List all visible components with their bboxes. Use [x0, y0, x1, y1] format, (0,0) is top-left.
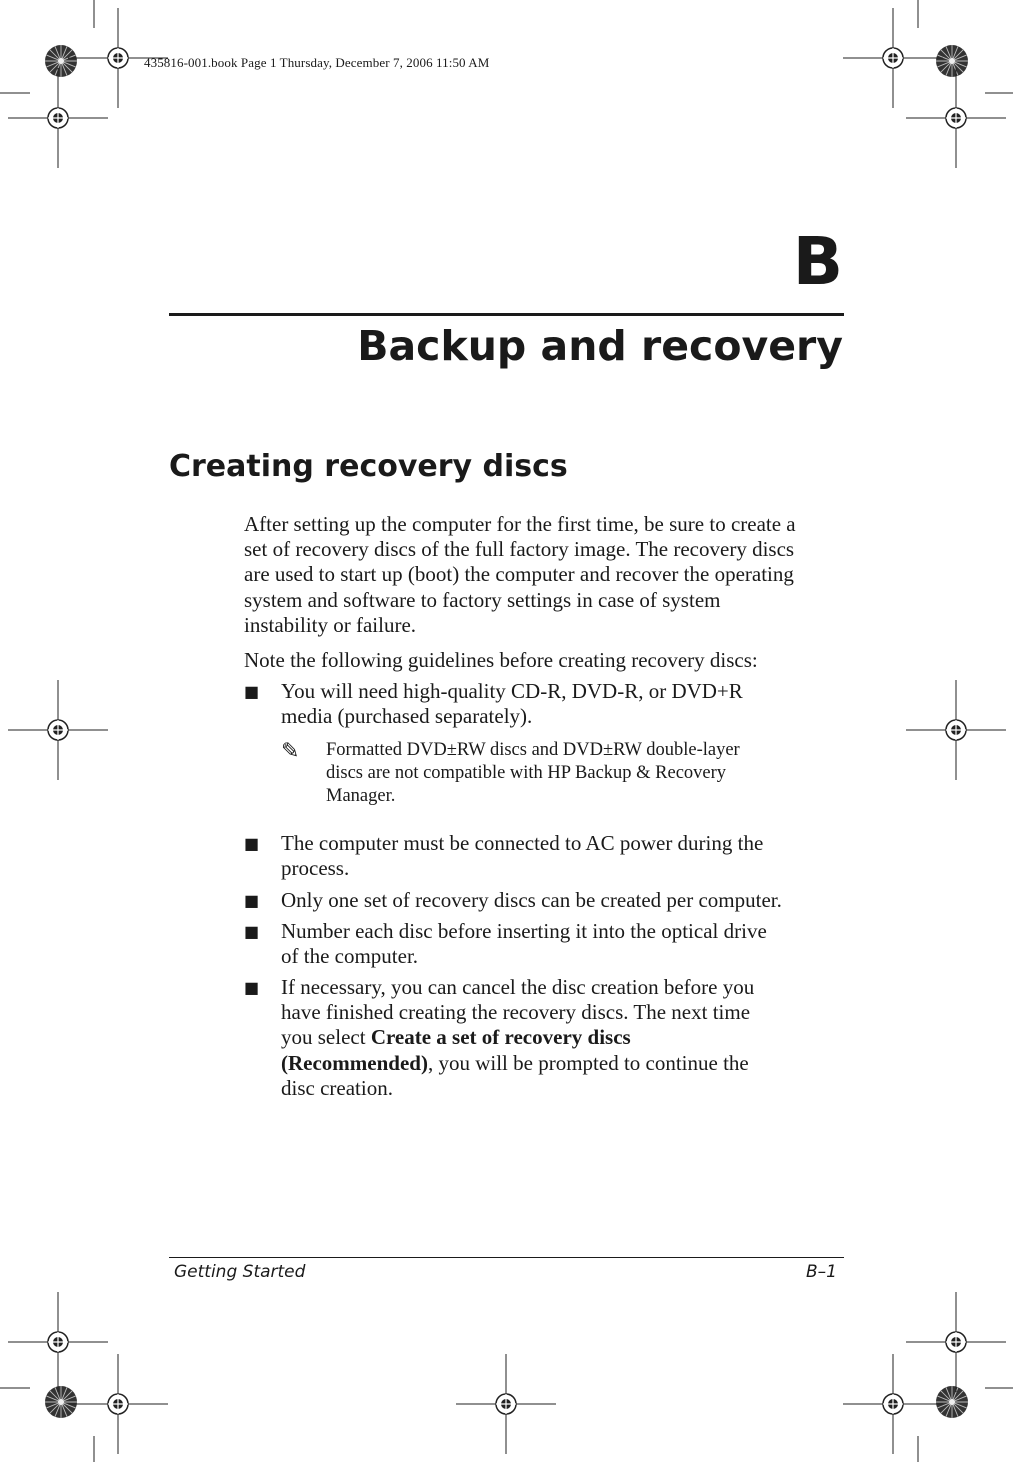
footer-page-number: B–1: [806, 1262, 837, 1282]
guidelines-intro: Note the following guidelines before creating recovery discs:: [244, 648, 758, 672]
list-item-text: Number each disc before inserting it into the optical drive of the computer.: [281, 919, 767, 969]
chapter-rule: [169, 313, 844, 316]
chapter-title: Backup and recovery: [357, 322, 843, 370]
list-item-text: You will need high-quality CD-R, DVD-R, or DVD+R media (purchased separately).: [281, 679, 743, 729]
note-text: Formatted DVD±RW discs and DVD±RW double-layer discs are not compatible with HP Backup & Recovery Manager.: [326, 740, 740, 807]
intro-line: After setting up the computer for the first time, be sure to create a: [244, 512, 796, 536]
intro-line: instability or failure.: [244, 612, 417, 637]
square-bullet-icon: ■: [244, 891, 260, 910]
square-bullet-icon: ■: [244, 922, 260, 941]
square-bullet-icon: ■: [244, 682, 260, 701]
square-bullet-icon: ■: [244, 834, 260, 853]
footer-rule: [169, 1257, 844, 1258]
intro-line: system and software to factory settings in case of system: [244, 587, 721, 612]
list-item-text: The computer must be connected to AC power during the process.: [281, 831, 764, 881]
pencil-note-icon: ✎: [281, 739, 300, 764]
intro-line: set of recovery discs of the full factory image. The recovery discs: [244, 537, 795, 562]
intro-line: are used to start up (boot) the computer and recover the operating: [244, 562, 794, 587]
footer-book-title: Getting Started: [174, 1262, 306, 1282]
list-item-text: Only one set of recovery discs can be created per computer.: [281, 888, 782, 912]
list-item-text: If necessary, you can cancel the disc creation before you have finished creating the recovery discs. The next time you select Create a set of recovery discs (Recommended), you will be prompted to continue the disc creation.: [281, 975, 755, 1100]
menu-option-reference: Create a set of recovery discs: [370, 1025, 631, 1050]
menu-option-reference: (Recommended): [281, 1050, 428, 1075]
chapter-letter: B: [792, 223, 843, 300]
intro-paragraph: [244, 512, 844, 638]
square-bullet-icon: ■: [244, 978, 260, 997]
print-slug: 435816-001.book Page 1 Thursday, December 7, 2006 11:50 AM: [144, 55, 490, 70]
section-title: Creating recovery discs: [169, 449, 568, 484]
